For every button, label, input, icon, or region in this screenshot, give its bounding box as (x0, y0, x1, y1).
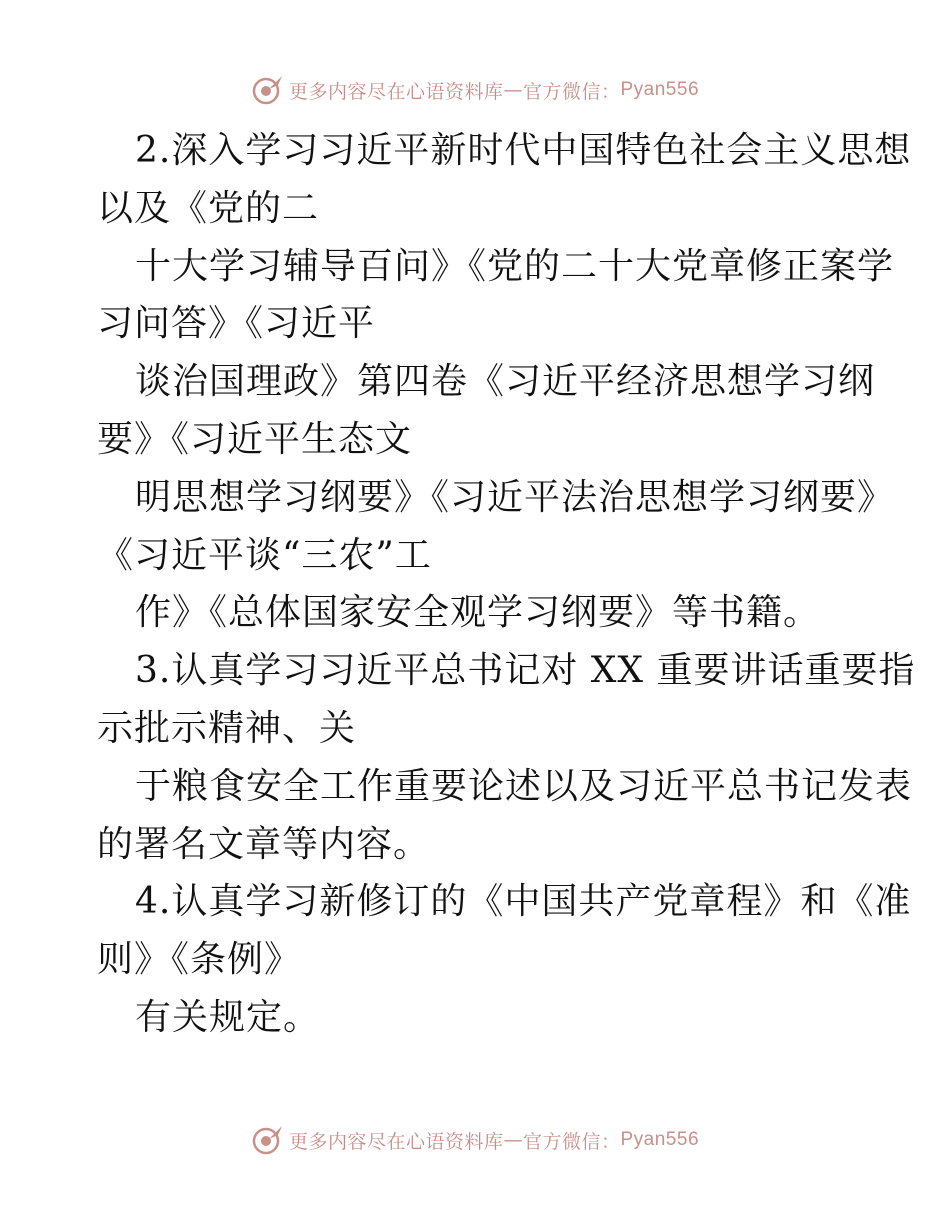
body-line: 有关规定。 (135, 996, 321, 1038)
watermark-brand-text: 更多内容尽在心语资料库 (288, 1130, 504, 1153)
header-watermark (0, 70, 950, 110)
body-line: 示批示精神、关 (97, 707, 357, 749)
body-line: 习问答》《习近平 (97, 303, 376, 345)
body-line: 的署名文章等内容。 (97, 823, 431, 865)
body-line: 3.认真学习习近平总书记对 XX 重要讲话重要指 (135, 650, 916, 692)
body-line: 《习近平谈“三农”工 (97, 534, 432, 576)
watermark-wechat-id: Pyan556 (620, 1129, 700, 1150)
watermark-dash: — (503, 1129, 523, 1151)
document-body (97, 122, 916, 1047)
feather-seal-icon (251, 1123, 285, 1157)
watermark-dash: — (503, 79, 523, 101)
body-line: 2.深入学习习近平新时代中国特色社会主义思想 (135, 130, 912, 171)
body-line: 谈治国理政》第四卷《习近平经济思想学习纲 (135, 361, 876, 403)
body-line: 十大学习辅导百问》《党的二十大党章修正案学 (135, 245, 895, 287)
body-line: 于粮食安全工作重要论述以及习近平总书记发表 (135, 765, 913, 807)
body-line: 则》《条例》 (97, 939, 302, 981)
body-line: 明思想学习纲要》《习近平法治思想学习纲要》 (135, 476, 895, 518)
footer-watermark (0, 1120, 950, 1160)
watermark-wechat-label: 官方微信： (522, 1130, 621, 1153)
body-line: 要》《习近平生态文 (97, 418, 413, 460)
feather-seal-icon (251, 73, 285, 107)
body-line: 以及《党的二 (97, 187, 320, 229)
body-line: 作》《总体国家安全观学习纲要》等书籍。 (135, 592, 821, 634)
watermark-wechat-id: Pyan556 (620, 79, 700, 100)
watermark-wechat-label: 官方微信： (522, 80, 621, 103)
watermark-brand-text: 更多内容尽在心语资料库 (288, 80, 504, 103)
body-line: 4.认真学习新修订的《中国共产党章程》和《准 (135, 881, 912, 923)
